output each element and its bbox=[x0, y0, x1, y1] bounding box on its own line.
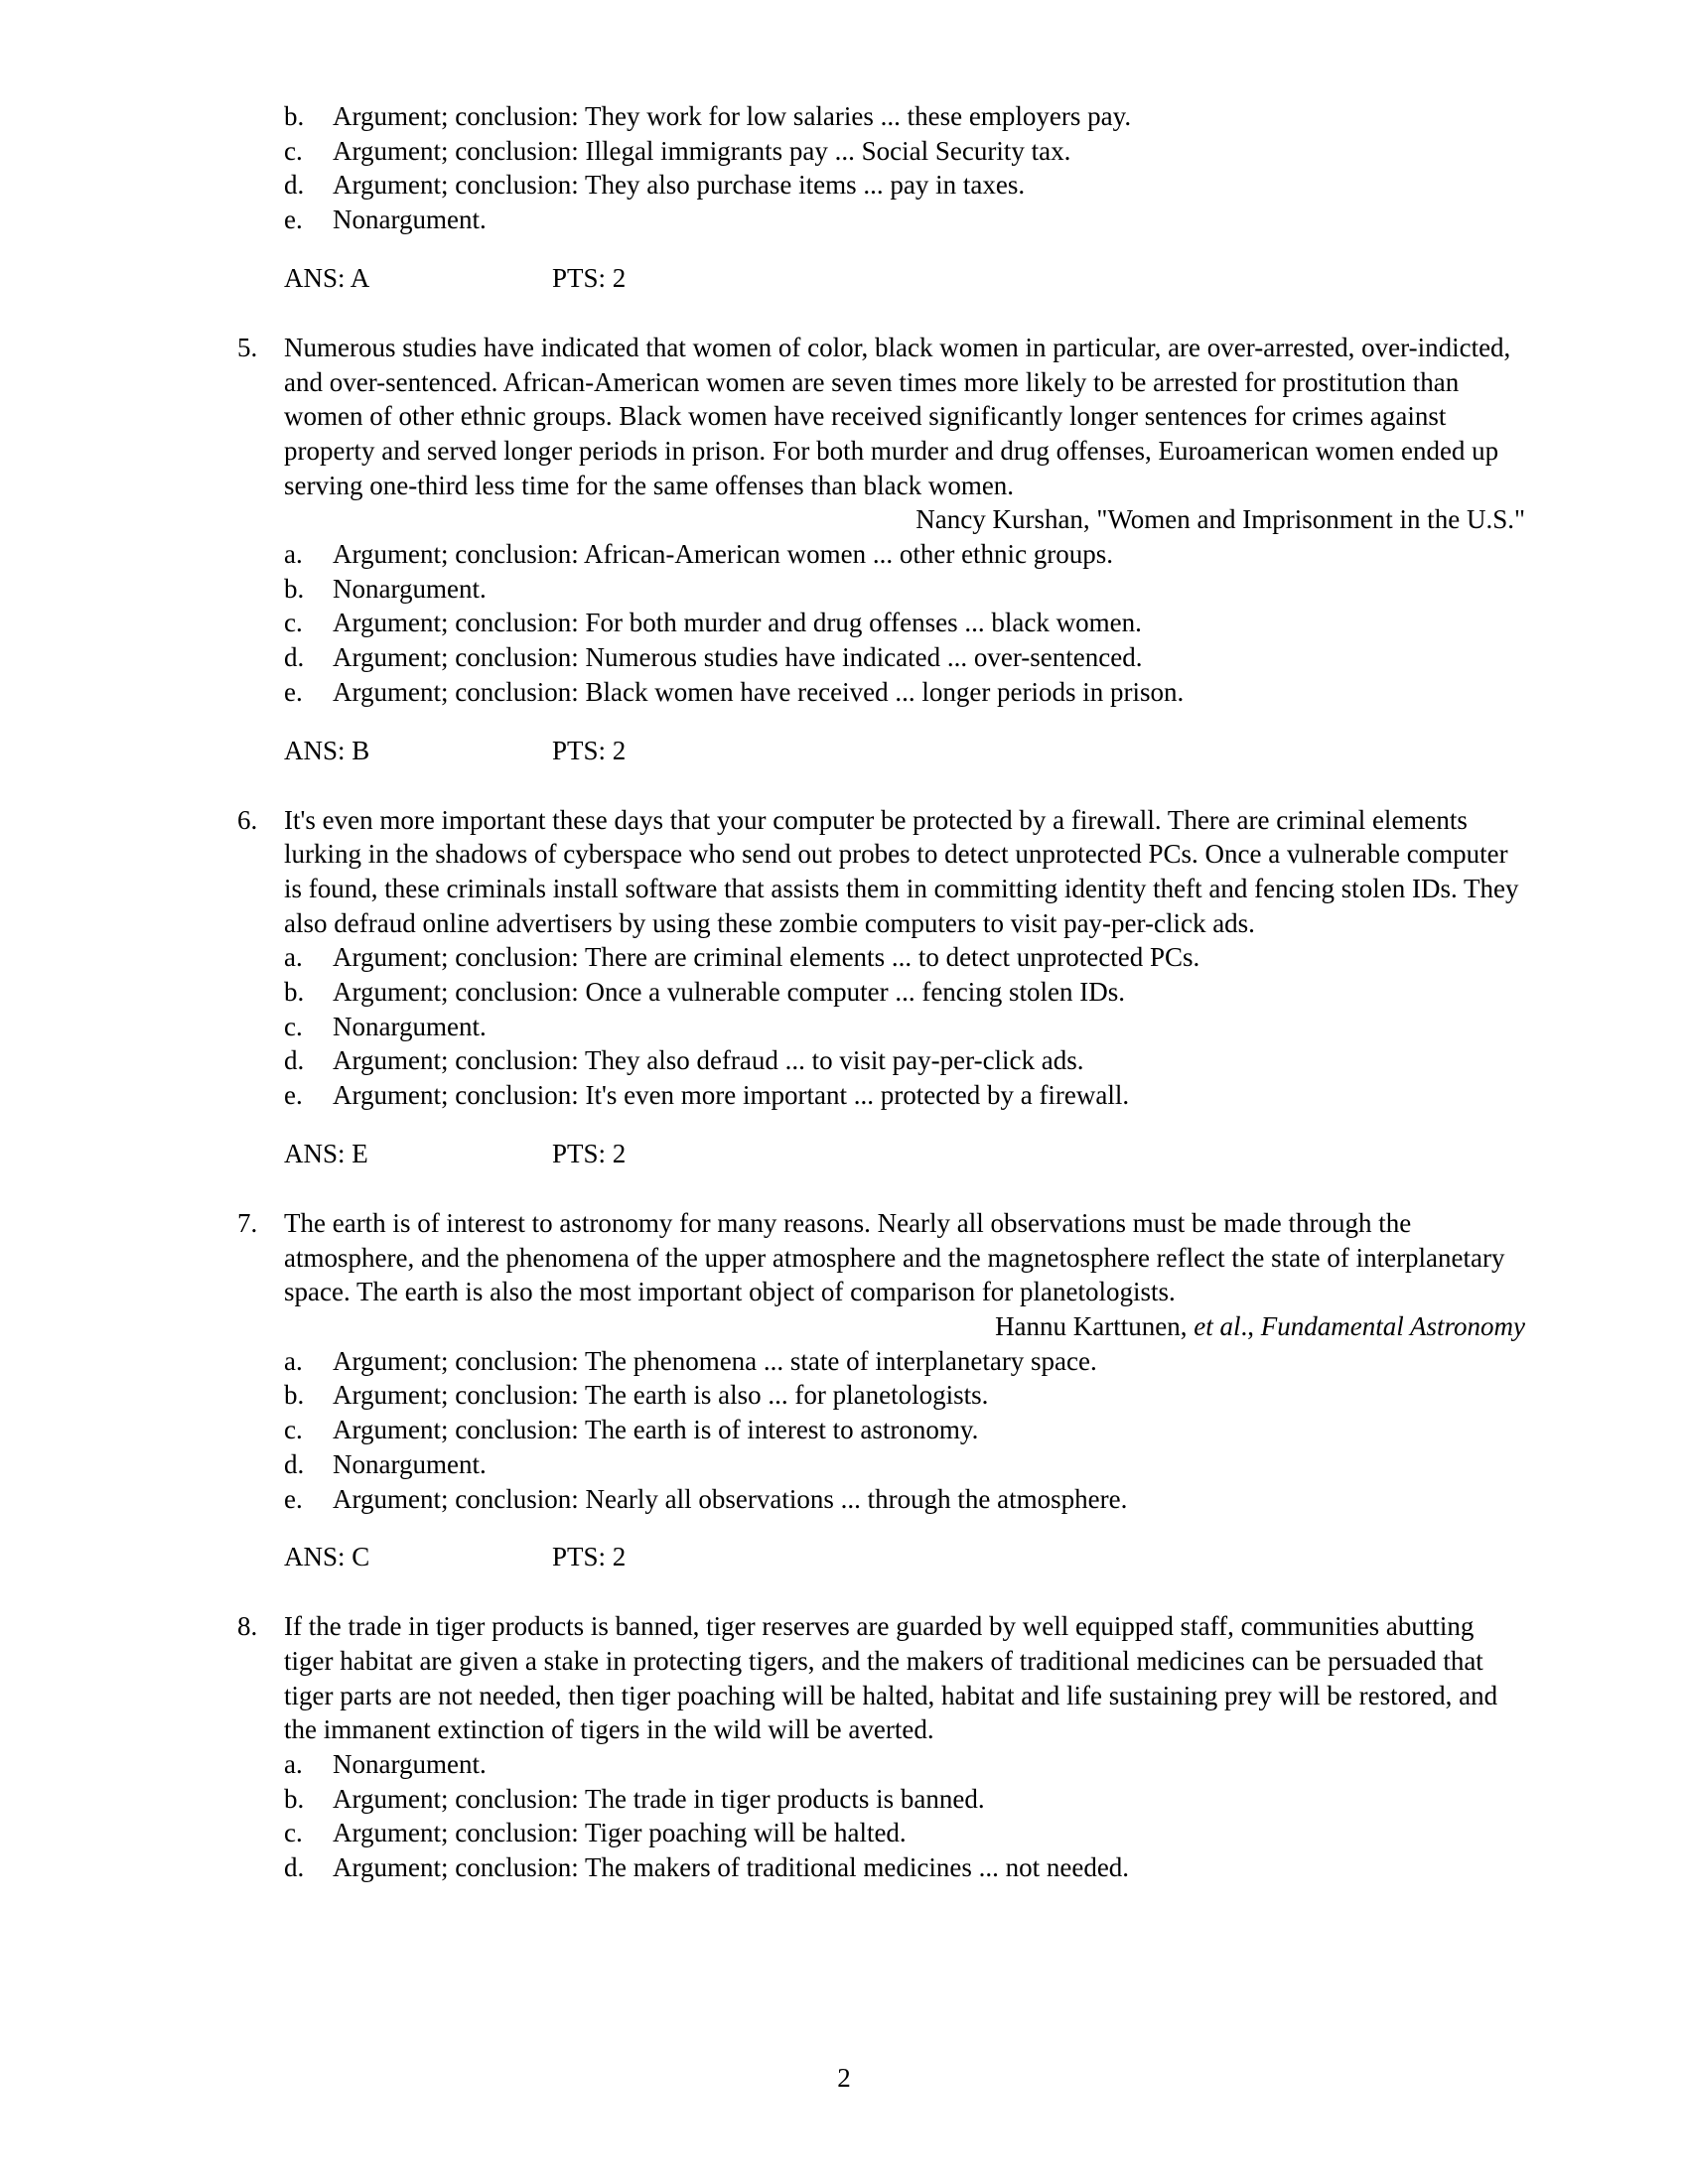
option-letter: d. bbox=[284, 170, 305, 201]
answer-option bbox=[284, 99, 1688, 134]
question-number: 7. bbox=[237, 1207, 258, 1238]
option-text: Argument; conclusion: They also purchase items ... pay in taxes. bbox=[333, 170, 1026, 201]
points: PTS: 2 bbox=[552, 1542, 627, 1572]
option-letter: d. bbox=[284, 1045, 305, 1076]
page-number: 2 bbox=[837, 2063, 851, 2093]
question-stem: Numerous studies have indicated that women of color, black women in particular, are over-arrested, over-indicted, and over-sentenced. African-American women are seven times more likely to be arrested for prostitution than women of other ethnic groups. Black women have received significantly longer sentences for crimes against property and served longer periods in prison. For both murder and drug offenses, Euroamerican women ended up serving one-third less time for the same offenses than black women. bbox=[284, 332, 1511, 500]
option-letter: e. bbox=[284, 205, 303, 235]
answer-option bbox=[284, 1782, 1688, 1817]
option-letter: c. bbox=[284, 135, 303, 166]
answer-option bbox=[284, 537, 1688, 572]
option-text: Argument; conclusion: Nearly all observations ... through the atmosphere. bbox=[333, 1483, 1128, 1514]
option-text: Nonargument. bbox=[333, 1749, 487, 1780]
option-text: Nonargument. bbox=[333, 205, 487, 235]
option-letter: e. bbox=[284, 1080, 303, 1111]
question-7 bbox=[0, 1206, 1688, 1574]
answer-option bbox=[284, 675, 1688, 710]
option-letter: b. bbox=[284, 573, 305, 604]
option-text: Argument; conclusion: Illegal immigrants pay ... Social Security tax. bbox=[333, 135, 1071, 166]
source-citation bbox=[284, 1309, 1525, 1344]
option-text: Argument; conclusion: The makers of traditional medicines ... not needed. bbox=[333, 1852, 1130, 1883]
question-stem: The earth is of interest to astronomy for many reasons. Nearly all observations must be made through the atmosphere, and the phenomena of the upper atmosphere and the magnetosphere reflect the state of interplanetary space. The earth is also the most important object of comparison for planetologists. bbox=[284, 1207, 1505, 1307]
points: PTS: 2 bbox=[552, 1138, 627, 1168]
answer: ANS: A bbox=[284, 262, 370, 293]
option-text: Argument; conclusion: There are criminal elements ... to detect unprotected PCs. bbox=[333, 942, 1200, 973]
option-letter: b. bbox=[284, 1783, 305, 1814]
option-text: Argument; conclusion: They work for low salaries ... these employers pay. bbox=[333, 101, 1132, 131]
answer-option bbox=[284, 1378, 1688, 1413]
option-letter: c. bbox=[284, 608, 303, 638]
option-letter: a. bbox=[284, 1345, 303, 1376]
option-letter: b. bbox=[284, 101, 305, 131]
question-number: 8. bbox=[237, 1611, 258, 1642]
answer-option bbox=[284, 1447, 1688, 1482]
answer-option bbox=[284, 203, 1688, 237]
option-letter: a. bbox=[284, 539, 303, 570]
answer-line bbox=[284, 261, 1688, 296]
answer-option bbox=[284, 1747, 1688, 1782]
question-6 bbox=[0, 803, 1688, 1171]
answer-option bbox=[284, 1850, 1688, 1885]
answer-option bbox=[284, 1010, 1688, 1044]
option-letter: b. bbox=[284, 1380, 305, 1411]
option-letter: a. bbox=[284, 1749, 303, 1780]
question-stem: It's even more important these days that your computer be protected by a firewall. There are criminal elements lurking in the shadows of cyberspace who send out probes to detect unprotected PCs. Once a vulnerable computer is found, these criminals install software that assists them in committing identity theft and fencing stolen IDs. They also defraud online advertisers by using these zombie computers to visit pay-per-click ads. bbox=[284, 804, 1519, 938]
answer-option bbox=[284, 1482, 1688, 1517]
answer-option bbox=[284, 640, 1688, 675]
answer-option bbox=[284, 572, 1688, 607]
option-letter: e. bbox=[284, 676, 303, 707]
points: PTS: 2 bbox=[552, 735, 627, 765]
answer-option bbox=[284, 1344, 1688, 1379]
answer-option bbox=[284, 1078, 1688, 1113]
answer-option bbox=[284, 1816, 1688, 1850]
option-letter: d. bbox=[284, 1448, 305, 1479]
option-letter: c. bbox=[284, 1415, 303, 1445]
option-text: Argument; conclusion: For both murder and drug offenses ... black women. bbox=[333, 608, 1142, 638]
option-text: Argument; conclusion: African-American women ... other ethnic groups. bbox=[333, 539, 1114, 570]
option-letter: a. bbox=[284, 942, 303, 973]
question-stem: If the trade in tiger products is banned, tiger reserves are guarded by well equipped staff, communities abutting tiger habitat are given a stake in protecting tigers, and the makers of traditional medicines can be persuaded that tiger parts are not needed, then tiger poaching will be halted, habitat and life sustaining prey will be restored, and the immanent extinction of tigers in the wild will be averted. bbox=[284, 1611, 1498, 1745]
answer-line bbox=[284, 1137, 1688, 1171]
option-text: Nonargument. bbox=[333, 1448, 487, 1479]
option-text: Argument; conclusion: Numerous studies have indicated ... over-sentenced. bbox=[333, 642, 1143, 673]
source-author: Hannu Karttunen, bbox=[995, 1310, 1195, 1341]
answer-line bbox=[284, 1540, 1688, 1574]
answer-option bbox=[284, 940, 1688, 975]
option-letter: b. bbox=[284, 977, 305, 1008]
option-letter: d. bbox=[284, 1852, 305, 1883]
points: PTS: 2 bbox=[552, 262, 627, 293]
option-letter: e. bbox=[284, 1483, 303, 1514]
option-letter: c. bbox=[284, 1011, 303, 1041]
option-text: Argument; conclusion: It's even more important ... protected by a firewall. bbox=[333, 1080, 1130, 1111]
answer: ANS: E bbox=[284, 1138, 368, 1168]
answer: ANS: B bbox=[284, 735, 370, 765]
answer-line bbox=[284, 734, 1688, 768]
option-text: Argument; conclusion: Once a vulnerable computer ... fencing stolen IDs. bbox=[333, 977, 1126, 1008]
answer-option bbox=[284, 1043, 1688, 1078]
option-text: Argument; conclusion: The trade in tiger products is banned. bbox=[333, 1783, 985, 1814]
option-text: Argument; conclusion: The earth is of interest to astronomy. bbox=[333, 1415, 979, 1445]
answer-option bbox=[284, 168, 1688, 203]
question-number: 6. bbox=[237, 804, 258, 835]
option-text: Argument; conclusion: The phenomena ... state of interplanetary space. bbox=[333, 1345, 1097, 1376]
answer-option bbox=[284, 134, 1688, 169]
option-text: Nonargument. bbox=[333, 573, 487, 604]
question-number: 5. bbox=[237, 332, 258, 362]
source-title: Fundamental Astronomy bbox=[1260, 1310, 1525, 1341]
source-citation: Nancy Kurshan, "Women and Imprisonment in the U.S." bbox=[915, 504, 1525, 535]
document-page bbox=[0, 99, 1688, 1885]
option-text: Argument; conclusion: The earth is also ... for planetologists. bbox=[333, 1380, 989, 1411]
question-8 bbox=[0, 1609, 1688, 1885]
source-et-al: et al bbox=[1194, 1310, 1241, 1341]
question-4-tail bbox=[0, 99, 1688, 296]
answer-option bbox=[284, 1413, 1688, 1447]
source-separator: ., bbox=[1240, 1310, 1261, 1341]
option-text: Nonargument. bbox=[333, 1011, 487, 1041]
answer-option bbox=[284, 975, 1688, 1010]
question-5 bbox=[0, 331, 1688, 768]
option-letter: c. bbox=[284, 1818, 303, 1848]
option-text: Argument; conclusion: They also defraud ... to visit pay-per-click ads. bbox=[333, 1045, 1084, 1076]
option-text: Argument; conclusion: Tiger poaching will be halted. bbox=[333, 1818, 907, 1848]
option-text: Argument; conclusion: Black women have received ... longer periods in prison. bbox=[333, 676, 1185, 707]
answer: ANS: C bbox=[284, 1542, 370, 1572]
option-letter: d. bbox=[284, 642, 305, 673]
answer-option bbox=[284, 606, 1688, 640]
